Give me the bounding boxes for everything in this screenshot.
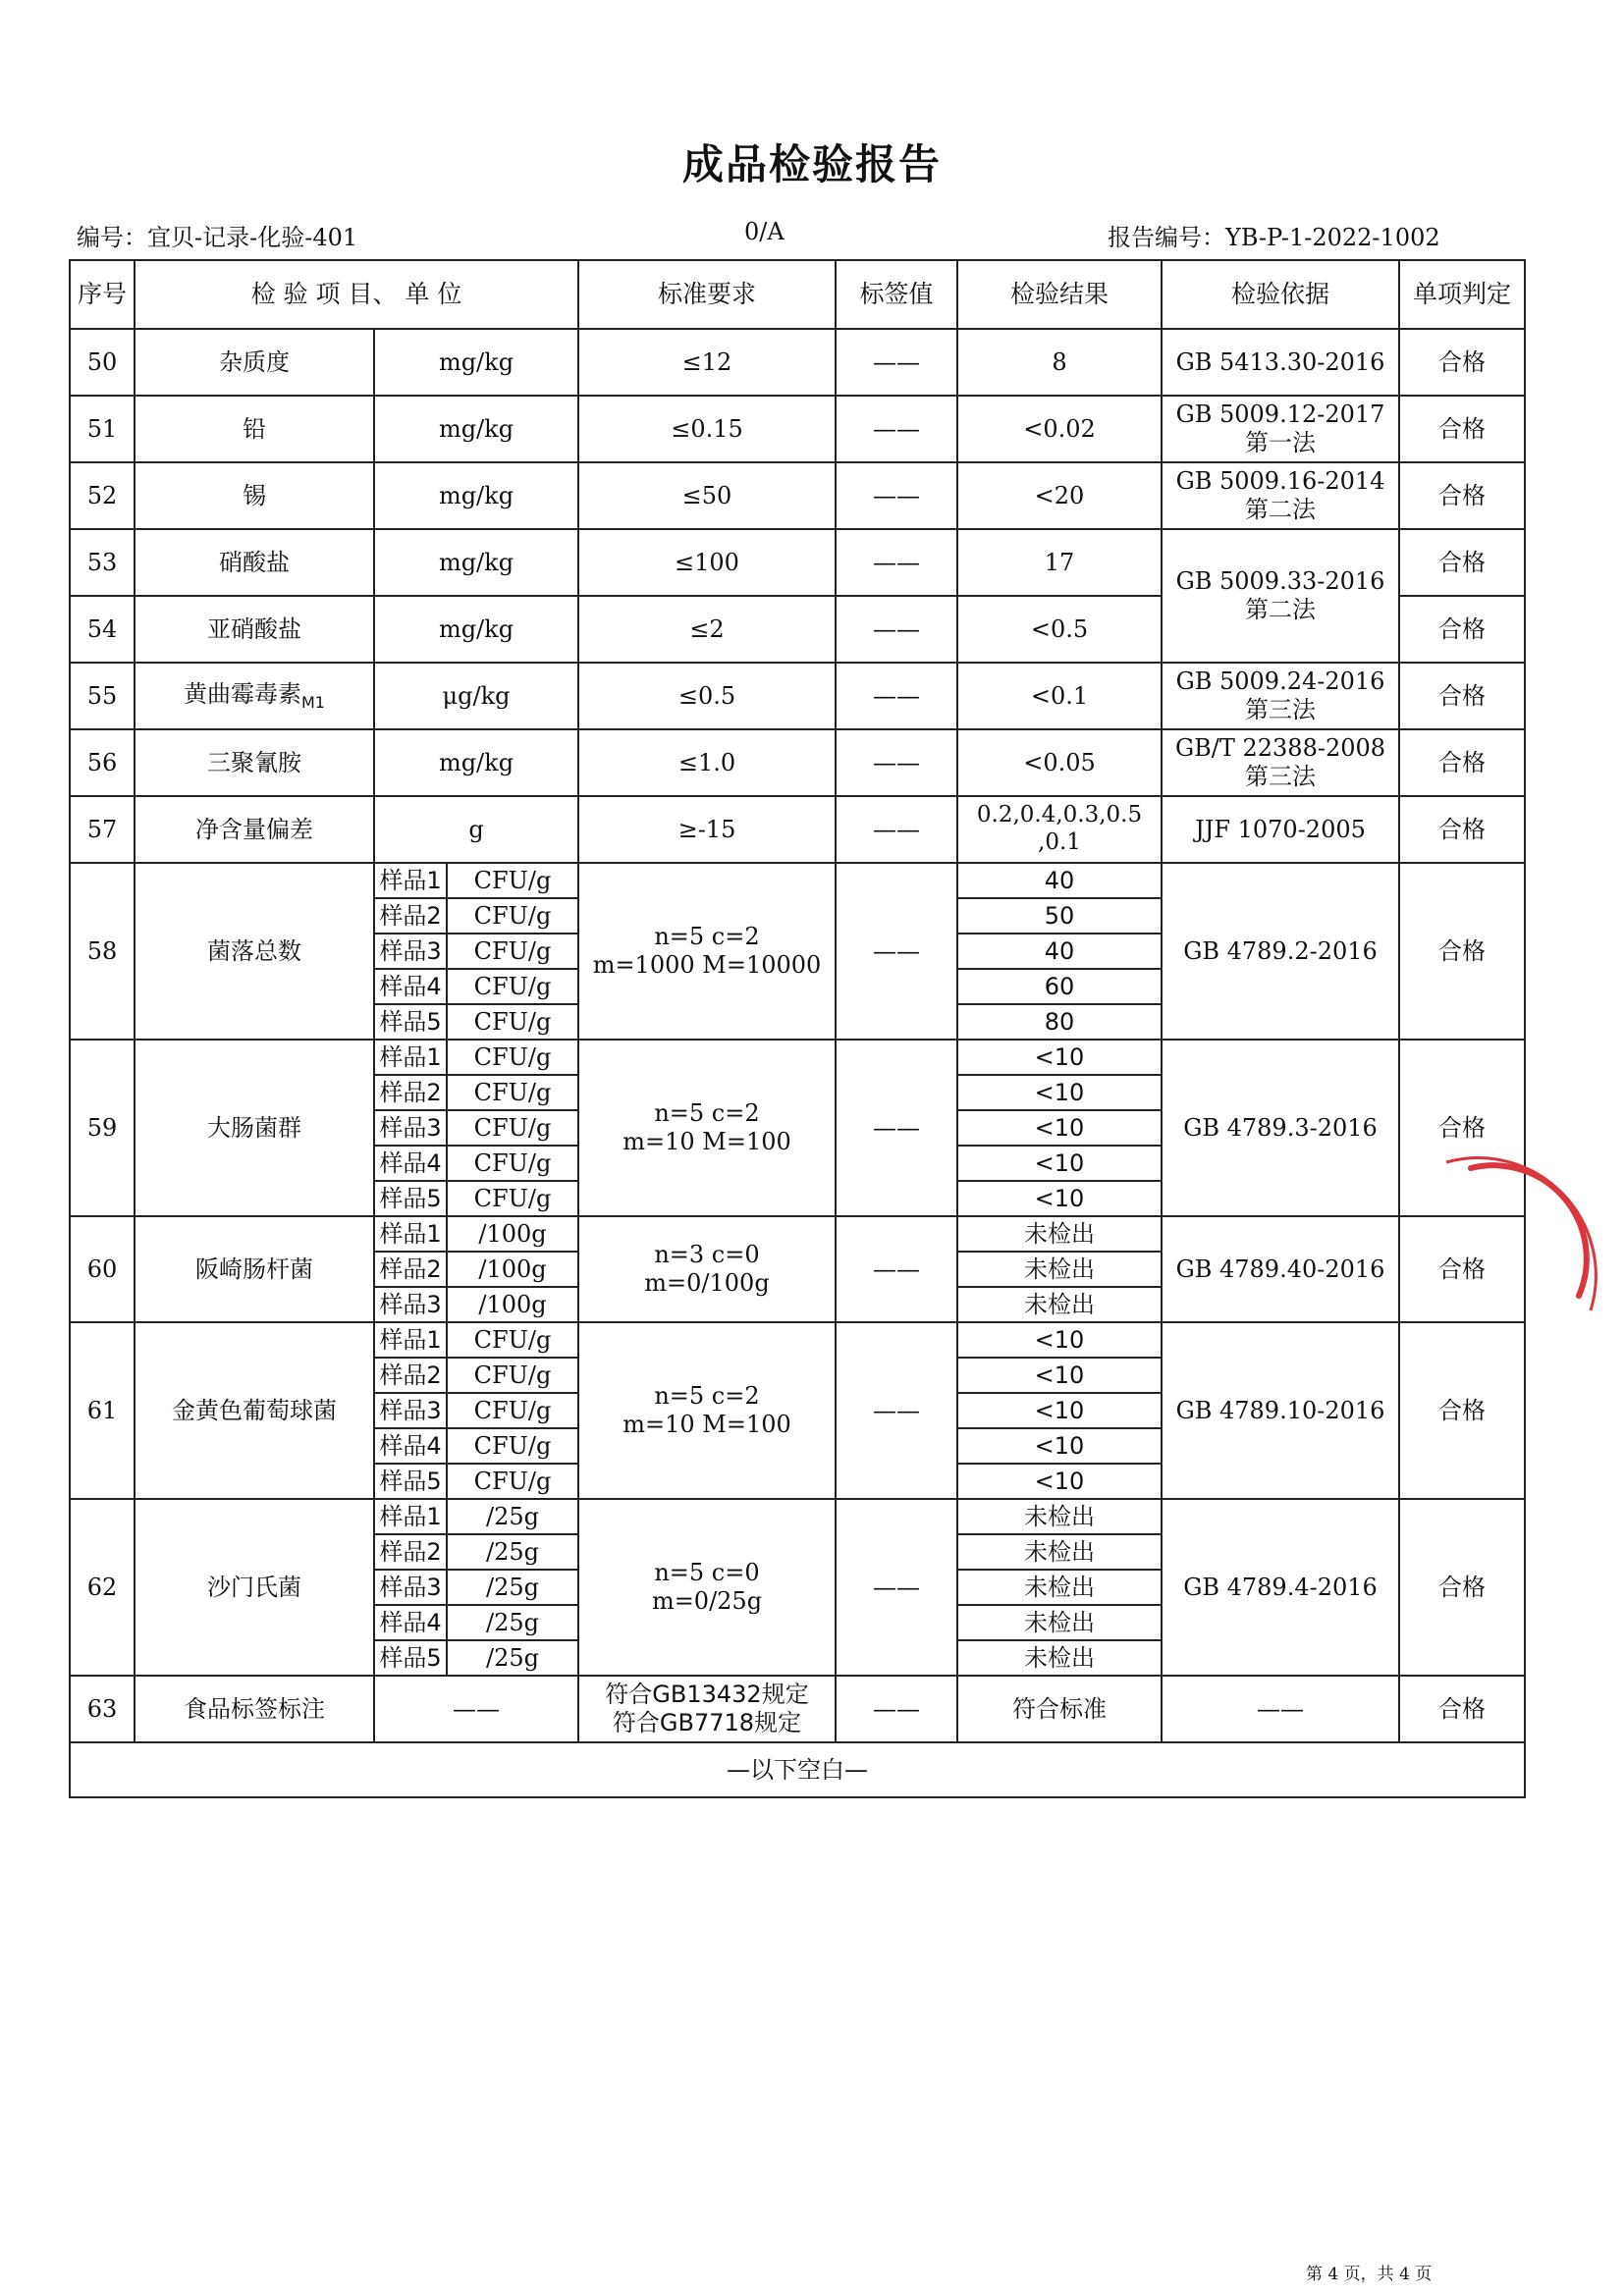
result-cell: 未检出 [957,1534,1162,1570]
labeled-value-cell: —— [836,729,957,796]
sample-cell [374,1004,578,1040]
result-cell: 未检出 [957,1252,1162,1287]
standard-cell: n=5 c=2 m=10 M=100 [578,1040,836,1216]
standard-cell: n=5 c=0 m=0/25g [578,1499,836,1676]
sample-unit: CFU/g [473,1042,552,1071]
unit-cell: mg/kg [374,396,578,462]
labeled-value-cell: —— [836,863,957,1040]
item-name-cell: 菌落总数 [135,863,374,1040]
result-cell: <0.1 [957,663,1162,729]
seq-cell: 58 [70,863,135,1040]
standard-cell: ≤100 [578,529,836,596]
seq-cell: 55 [70,663,135,729]
sample-cell [374,1216,578,1252]
labeled-value-cell: —— [836,529,957,596]
labeled-value-cell: —— [836,1499,957,1676]
end-row [70,1742,1525,1797]
item-name-cell [135,663,374,729]
seq-cell: 63 [70,1676,135,1742]
sample-name: 样品4 [375,1147,448,1180]
standard-cell: ≤12 [578,329,836,396]
standard-cell: ≤0.15 [578,396,836,462]
sample-name: 样品4 [375,1606,448,1639]
item-name: 铅 [243,414,266,443]
item-name: 净含量偏差 [195,815,313,843]
sample-unit: /25g [486,1608,539,1636]
result-cell: <10 [957,1040,1162,1075]
sample-cell [374,1499,578,1534]
sample-name: 样品3 [375,1394,448,1427]
item-name-cell: 沙门氏菌 [135,1499,374,1676]
sample-cell [374,1570,578,1605]
page-number: 第 4 页，共 4 页 [1306,2265,1433,2284]
table-body [70,329,1525,1797]
table-row [70,1676,1525,1742]
sample-name: 样品1 [375,1500,448,1533]
item-name-cell: 食品标签标注 [135,1676,374,1742]
sample-cell [374,1110,578,1146]
header-item: 检 验 项 目、 单 位 [135,260,578,329]
item-name: 黄曲霉毒素 [184,680,301,708]
standard-cell: ≤50 [578,462,836,529]
table-row [70,729,1525,796]
inspection-table [69,259,1526,1798]
end-note: —以下空白— [70,1742,1525,1797]
basis-cell: GB 5413.30-2016 [1162,329,1399,396]
basis-cell: GB 4789.10-2016 [1162,1322,1399,1499]
sample-unit: /100g [478,1290,547,1318]
basis-cell: GB/T 22388-2008 第三法 [1162,729,1399,796]
table-row [70,462,1525,529]
sample-name: 样品5 [375,1465,448,1498]
result-cell: 未检出 [957,1640,1162,1676]
table-row [70,663,1525,729]
report-number: 报告编号：YB-P-1-2022-1002 [1108,224,1440,251]
result-cell: 80 [957,1004,1162,1040]
basis-cell: GB 5009.16-2014 第二法 [1162,462,1399,529]
item-name-cell [135,329,374,396]
sample-cell [374,1075,578,1110]
header-labeled: 标签值 [836,260,957,329]
unit-cell: g [374,796,578,863]
item-name-cell [135,729,374,796]
sample-name: 样品4 [375,970,448,1003]
labeled-value-cell: —— [836,663,957,729]
item-name-cell: 阪崎肠杆菌 [135,1216,374,1322]
sample-name: 样品5 [375,1641,448,1675]
judgment-cell: 合格 [1399,462,1525,529]
seq-cell: 57 [70,796,135,863]
table-row [70,396,1525,462]
sample-name: 样品2 [375,899,448,933]
sample-cell [374,1464,578,1499]
result-cell: 未检出 [957,1499,1162,1534]
judgment-cell: 合格 [1399,396,1525,462]
table-row [70,863,1525,898]
sample-name: 样品3 [375,1288,448,1321]
sample-cell [374,1252,578,1287]
result-cell: <10 [957,1181,1162,1216]
item-subscript: M1 [301,692,325,712]
table-row [70,1040,1525,1075]
sample-name: 样品3 [375,1571,448,1604]
item-name-cell [135,796,374,863]
item-name: 亚硝酸盐 [207,614,301,643]
result-cell: 17 [957,529,1162,596]
standard-cell: ≤0.5 [578,663,836,729]
sample-unit: /25g [486,1643,539,1672]
labeled-value-cell: —— [836,1676,957,1742]
judgment-cell: 合格 [1399,1040,1525,1216]
sample-name: 样品4 [375,1429,448,1463]
sample-cell [374,969,578,1004]
basis-cell: GB 5009.24-2016 第三法 [1162,663,1399,729]
table-row [70,1499,1525,1534]
sample-name: 样品3 [375,1111,448,1145]
table-row [70,1216,1525,1252]
header-judgment: 单项判定 [1399,260,1525,329]
table-row [70,1322,1525,1358]
basis-cell: GB 4789.2-2016 [1162,863,1399,1040]
unit-cell: μg/kg [374,663,578,729]
basis-cell: GB 4789.3-2016 [1162,1040,1399,1216]
result-cell: <10 [957,1393,1162,1428]
sample-unit: CFU/g [473,1467,552,1495]
sample-cell [374,1287,578,1322]
sample-unit: CFU/g [473,1184,552,1212]
judgment-cell: 合格 [1399,596,1525,663]
item-name-cell: 金黄色葡萄球菌 [135,1322,374,1499]
seq-cell: 62 [70,1499,135,1676]
basis-cell: JJF 1070-2005 [1162,796,1399,863]
item-name: 硝酸盐 [219,548,290,576]
result-cell: <0.5 [957,596,1162,663]
labeled-value-cell: —— [836,1040,957,1216]
table-row [70,796,1525,863]
result-cell: 未检出 [957,1605,1162,1640]
header-result: 检验结果 [957,260,1162,329]
basis-cell: GB 5009.12-2017 第一法 [1162,396,1399,462]
version-label: 0/A [744,218,785,245]
sample-unit: CFU/g [473,1396,552,1424]
labeled-value-cell: —— [836,1322,957,1499]
seq-cell: 50 [70,329,135,396]
result-cell: 50 [957,898,1162,934]
judgment-cell: 合格 [1399,729,1525,796]
judgment-cell: 合格 [1399,663,1525,729]
sample-name: 样品5 [375,1005,448,1039]
sample-name: 样品2 [375,1535,448,1569]
result-cell: 未检出 [957,1216,1162,1252]
basis-cell: GB 4789.40-2016 [1162,1216,1399,1322]
sample-cell [374,934,578,969]
sample-cell [374,863,578,898]
standard-cell: n=5 c=2 m=10 M=100 [578,1322,836,1499]
header-standard: 标准要求 [578,260,836,329]
standard-cell: ≤2 [578,596,836,663]
sample-unit: CFU/g [473,1431,552,1460]
sample-unit: /25g [486,1573,539,1601]
judgment-cell: 合格 [1399,1216,1525,1322]
basis-cell: GB 5009.33-2016 第二法 [1162,529,1399,663]
item-name: 三聚氰胺 [207,748,301,776]
result-cell: 符合标准 [957,1676,1162,1742]
sample-cell [374,1358,578,1393]
result-cell: <10 [957,1075,1162,1110]
result-cell: <20 [957,462,1162,529]
basis-cell: —— [1162,1676,1399,1742]
sample-unit: CFU/g [473,1113,552,1142]
judgment-cell: 合格 [1399,796,1525,863]
unit-cell: mg/kg [374,529,578,596]
sample-unit: /100g [478,1219,547,1248]
item-name-cell [135,529,374,596]
result-cell: 0.2,0.4,0.3,0.5 ,0.1 [957,796,1162,863]
standard-cell: n=3 c=0 m=0/100g [578,1216,836,1322]
header-basis: 检验依据 [1162,260,1399,329]
seq-cell: 51 [70,396,135,462]
sample-unit: CFU/g [473,972,552,1000]
sample-cell [374,1146,578,1181]
sample-name: 样品2 [375,1076,448,1109]
sample-name: 样品1 [375,1323,448,1357]
sample-name: 样品2 [375,1359,448,1392]
record-code: 编号：宜贝-记录-化验-401 [77,224,358,251]
header-seq: 序号 [70,260,135,329]
result-cell: <10 [957,1428,1162,1464]
seq-cell: 60 [70,1216,135,1322]
sample-unit: /25g [486,1537,539,1566]
item-name-cell: 大肠菌群 [135,1040,374,1216]
sample-unit: /100g [478,1255,547,1283]
labeled-value-cell: —— [836,329,957,396]
sample-unit: CFU/g [473,866,552,894]
sample-unit: CFU/g [473,936,552,965]
judgment-cell: 合格 [1399,1499,1525,1676]
item-name-cell [135,596,374,663]
unit-cell: mg/kg [374,729,578,796]
report-title: 成品检验报告 [681,140,942,188]
sample-unit: CFU/g [473,1148,552,1177]
item-name: 杂质度 [219,347,290,376]
seq-cell: 54 [70,596,135,663]
table-row [70,329,1525,396]
sample-cell [374,1605,578,1640]
sample-cell [374,898,578,934]
result-cell: <0.02 [957,396,1162,462]
standard-cell: ≤1.0 [578,729,836,796]
sample-unit: CFU/g [473,1007,552,1036]
seq-cell: 52 [70,462,135,529]
result-cell: 40 [957,863,1162,898]
unit-cell: mg/kg [374,596,578,663]
header-row [70,260,1525,329]
seq-cell: 61 [70,1322,135,1499]
sample-name: 样品1 [375,864,448,897]
result-cell: <10 [957,1358,1162,1393]
sample-name: 样品3 [375,934,448,968]
sample-cell [374,1534,578,1570]
judgment-cell: 合格 [1399,863,1525,1040]
seq-cell: 53 [70,529,135,596]
result-cell: 40 [957,934,1162,969]
standard-cell: 符合GB13432规定 符合GB7718规定 [578,1676,836,1742]
result-cell: <10 [957,1322,1162,1358]
sample-cell [374,1181,578,1216]
labeled-value-cell: —— [836,596,957,663]
sample-name: 样品5 [375,1182,448,1215]
labeled-value-cell: —— [836,462,957,529]
sample-unit: /25g [486,1502,539,1530]
result-cell: 未检出 [957,1570,1162,1605]
sample-name: 样品2 [375,1253,448,1286]
result-cell: <10 [957,1146,1162,1181]
result-cell: <10 [957,1464,1162,1499]
result-cell: 60 [957,969,1162,1004]
item-name: 锡 [243,481,266,509]
sample-cell [374,1322,578,1358]
sample-unit: CFU/g [473,901,552,930]
unit-cell: mg/kg [374,329,578,396]
seq-cell: 59 [70,1040,135,1216]
judgment-cell: 合格 [1399,329,1525,396]
sample-cell [374,1040,578,1075]
item-name-cell [135,396,374,462]
sample-cell [374,1393,578,1428]
unit-cell: mg/kg [374,462,578,529]
labeled-value-cell: —— [836,796,957,863]
result-cell: 8 [957,329,1162,396]
unit-cell: —— [374,1676,578,1742]
basis-cell: GB 4789.4-2016 [1162,1499,1399,1676]
sample-unit: CFU/g [473,1325,552,1354]
sample-unit: CFU/g [473,1078,552,1106]
sample-cell [374,1428,578,1464]
sample-unit: CFU/g [473,1361,552,1389]
table-row [70,529,1525,596]
labeled-value-cell: —— [836,396,957,462]
sample-name: 样品1 [375,1041,448,1074]
sample-cell [374,1640,578,1676]
judgment-cell: 合格 [1399,1322,1525,1499]
item-name-cell [135,462,374,529]
judgment-cell: 合格 [1399,1676,1525,1742]
standard-cell: n=5 c=2 m=1000 M=10000 [578,863,836,1040]
sample-name: 样品1 [375,1217,448,1251]
result-cell: <10 [957,1110,1162,1146]
seq-cell: 56 [70,729,135,796]
result-cell: 未检出 [957,1287,1162,1322]
judgment-cell: 合格 [1399,529,1525,596]
result-cell: <0.05 [957,729,1162,796]
standard-cell: ≥-15 [578,796,836,863]
labeled-value-cell: —— [836,1216,957,1322]
